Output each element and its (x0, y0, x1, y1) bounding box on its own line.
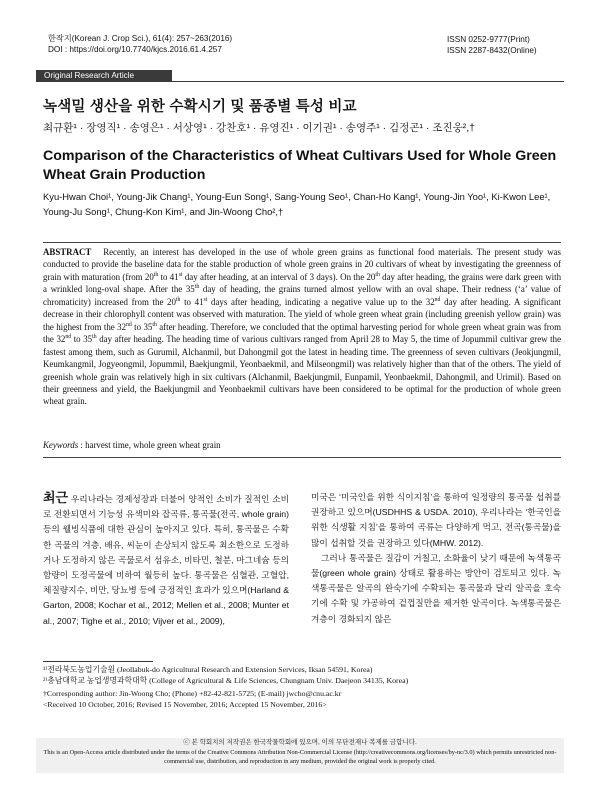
abstract-text: to 35 (131, 321, 153, 332)
ordinal-suffix: th (194, 284, 200, 291)
abstract-text: Recently, an interest has developed in the use of whole green grains as functional food materials. The present study was conducted to provide the baseline data for the stable production of whole green grains in 20 cultivars of wheat by investigating the greenness of grain with maturation (from 20 (43, 247, 562, 282)
abstract-text: days after heading, indicating a negative value up to the 32 (207, 296, 435, 307)
right-column-paragraph-2: 그러나 통곡물은 질감이 거칠고, 소화율이 낮기 때문에 녹색통곡물(green whole grain) 상태로 활용하는 방안이 검토되고 있다. 녹색통곡물은 알곡의 완숙기에 수확되는 통곡물과 달리 알곡을 호숙기에 수확 및 가공하여 겉껍질만을 제거한 알곡이다. 녹색통곡물은 겨층이 경화되지 않은 (311, 552, 561, 624)
right-column-paragraph-1: 미국은 ‘미국인을 위한 식이지침’을 통하여 일정량의 통곡물 섭취를 권장하고 있으며(USDHHS & USDA. 2010), 우리나라는 ‘한국인을 위한 식생활 지침’을 통하여 곡류는 다양하게 먹고, 전곡(통곡물)을 많이 섭취할 것을 권장하고 있다(MHW. 2012). (311, 492, 561, 548)
abstract-text: to 41 (180, 296, 204, 307)
section-tag: Original Research Article (36, 70, 172, 82)
abstract (43, 246, 561, 408)
header-rule (36, 81, 564, 82)
corresponding-author: †Corresponding author: Jin-Woong Cho; (Phone) +82-42-821-5725; (E-mail) jwcho@cnu.ac.kr (43, 689, 342, 699)
korean-title: 녹색밀 생산을 위한 수확시기 및 품종별 특성 비교 (43, 99, 357, 115)
ordinal-suffix: th (375, 271, 380, 278)
abstract-text: day after heading. A significant decrease in their chlorophyll content was observed with maturation. The yield of whole green wheat grain (including greenish yellow grain) was the highest from the 32 (43, 296, 561, 332)
issn-print: ISSN 0252-9777(Print) (447, 35, 530, 44)
journal-citation (48, 33, 232, 55)
issn-online: ISSN 2287-8432(Online) (447, 46, 537, 55)
footnotes (43, 665, 563, 710)
affiliation-1: ¹⁾전라북도농업기술원 (Jeollabuk-do Agricultural Research and Extension Services, Iksan 54591, Korea) (43, 665, 373, 674)
journal-line: 한작지(Korean J. Crop Sci.), 61(4): 257~263(2016) (48, 34, 233, 43)
english-title: Comparison of the Characteristics of Wheat Cultivars Used for Whole Green Wheat Grain Production (43, 148, 557, 183)
copyright-notice: ⓒ 본 학회지의 저작권은 한국작물학회에 있으며, 이의 무단전재나 복제를 금합니다. (36, 738, 564, 748)
ordinal-suffix: th (152, 321, 157, 328)
left-column-text: 우리나라는 경제성장과 더불어 양적인 소비가 질적인 소비로 전환되면서 기능성 유색미와 잡곡류, 통곡물(전곡, whole grain) 등의 웰빙식품에 대한 관심이 높아지고 있다. 특히, 통곡물은 수확한 곡물의 겨층, 배유, 씨눈이 손상되지 않도록 최소한으로 도정하거나 도정하지 않은 곡물로서 섬유소, 비타민, 철분, 마그네슘 등의 함량이 도정곡물에 비하여 월등히 높다. 통곡물은 심혈관, 고혈압, 체질량지수, 비만, 당뇨병 등에 긍정적인 효과가 있으며(Harland & Garton, 2008; Kochar et al., 2012; Mellen et al., 2008; Munter et al., 2007; Tighe et al., 2010; Vijver et al., 2009), (43, 494, 289, 626)
affiliation-2: ²⁾충남대학교 농업생명과학대학 (College of Agricultural & Life Sciences, Chungnam Univ. Daejeon 34135, Korea) (43, 675, 409, 685)
abstract-text: to 41 (158, 271, 179, 282)
abstract-text: day of heading, the grains turned almost yellow with an oval shape. Their redness (‘a’ value of chromaticity) increased from the 20 (43, 284, 561, 307)
ordinal-suffix: nd (126, 321, 132, 328)
lead-word: 최근 (43, 490, 69, 505)
ordinal-suffix: nd (434, 296, 441, 303)
abstract-text: day after heading. The heading time of various cultivars ranged from April 28 to May 5, the time of Jopummil cultivar grew the fastest among them, such as Gurumil, Alchanmil, but Dahongmil got the latest in heading time. The greenness of seven cultivars (Jeokjungmil, Keumkangmil, Jogyeongmil, Jopummil, Baekjungmil, Yeonbaekmil, and Milseongmil) was relatively higher than that of the others. The yield of greenish whole grain was relatively high in six cultivars (Alchanmil, Baekjungmil, Eunpamil, Yeonbaekmil, Dahongmil, and Urimil). Based on their greenness and yield, the Baekjungmil and Yeonbaekmil cultivars have been considered to be optimal for the production of whole green wheat grain. (43, 334, 562, 407)
english-authors: Kyu-Hwan Choi¹, Young-Jik Chang¹, Young-Eun Song¹, Sang-Young Seo¹, Chan-Ho Kang¹, Young-Jin Yoo¹, Ki-Kwon Lee¹, Young-Ju Song¹, Chung-Kon Kim¹, and Jin-Woong Cho²,† (43, 191, 551, 217)
abstract-text: after heading. Therefore, we concluded that the optimal harvesting period for whole green wheat grain was from the 32 (43, 321, 562, 345)
keywords (43, 440, 221, 450)
issn-block (447, 34, 537, 56)
ordinal-suffix: th (92, 334, 97, 341)
abstract-text: day after heading, the grains were dark green with a wrinkled long-oval shape. After the 35 (43, 271, 562, 295)
abstract-text: day after heading, at an interval of 3 days). On the 20 (182, 271, 376, 282)
abstract-label: ABSTRACT (43, 247, 92, 257)
ordinal-suffix: st (203, 296, 208, 303)
ordinal-suffix: th (153, 271, 159, 278)
ordinal-suffix: nd (65, 334, 72, 341)
ordinal-suffix: th (175, 296, 181, 303)
keywords-label: Keywords (43, 440, 79, 450)
received-dates: <Received 10 October, 2016; Revised 15 November, 2016; Accepted 15 November, 2016> (43, 699, 327, 709)
body-left-column (43, 490, 289, 629)
ordinal-suffix: st (178, 271, 183, 278)
abstract-text: to 35 (71, 334, 93, 345)
korean-authors: 최규환¹ · 장영직¹ · 송영은¹ · 서상영¹ · 강찬호¹ · 유영진¹ · 이기권¹ · 송영주¹ · 김정곤¹ · 조진웅²,† (43, 122, 475, 134)
keywords-text: : harvest time, whole green wheat grain (78, 440, 221, 450)
doi-line: DOI : https://doi.org/10.7740/kjcs.2016.61.4.257 (48, 45, 222, 54)
footnote-rule (43, 661, 153, 662)
license-notice: This is an Open-Access article distributed under the terms of the Creative Commons Attribution Non-Commercial License (http://creativecommons.org/licenses/by-nc/3.0) which permits unrestricted non-commercial use, distribution, and reproduction in any medium, provided the original work is properly cited. (36, 748, 564, 773)
body-right-column (311, 490, 561, 627)
